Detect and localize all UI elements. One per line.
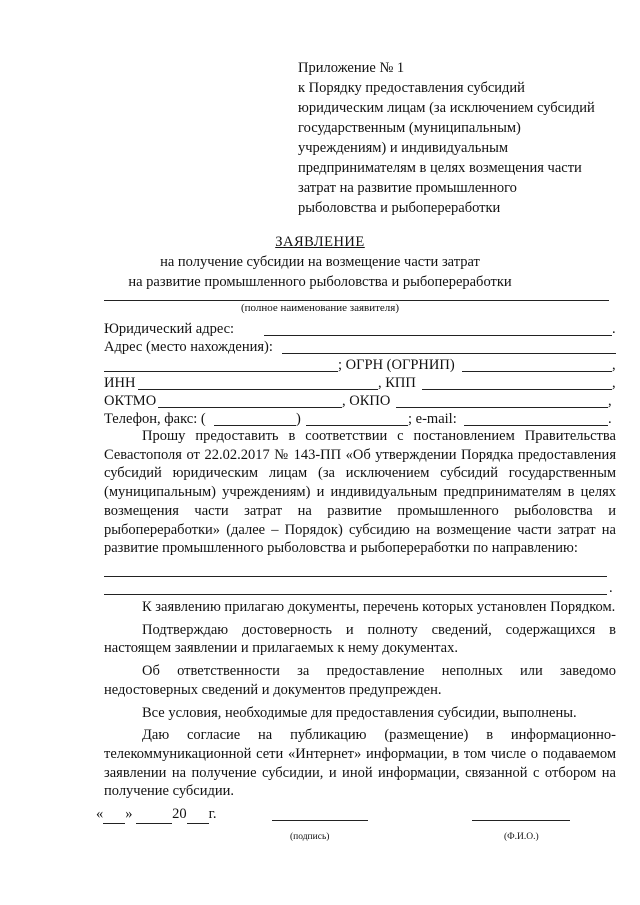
conditions-paragraph: Все условия, необходимые для предоставления субсидии, выполнены. bbox=[142, 704, 577, 721]
signature-caption: (подпись) bbox=[290, 832, 330, 842]
appendix-header bbox=[298, 58, 598, 218]
inn-field[interactable] bbox=[138, 389, 378, 390]
location-address-row bbox=[104, 338, 616, 356]
date-quote-open: « bbox=[96, 806, 104, 822]
phone-email-row bbox=[104, 410, 616, 428]
appendix-line: государственным (муниципальным) bbox=[298, 120, 521, 136]
statements-block bbox=[104, 598, 616, 801]
oktmo-okpo-row bbox=[104, 392, 616, 410]
punct-comma: , bbox=[608, 393, 612, 409]
punct-comma: , bbox=[612, 375, 616, 391]
ogrn-label: ; ОГРН (ОГРНИП) bbox=[338, 357, 455, 373]
date-quote-close: » bbox=[125, 806, 133, 822]
inn-label: ИНН bbox=[104, 375, 136, 391]
full-name-caption: (Ф.И.О.) bbox=[504, 832, 539, 842]
location-address-label: Адрес (место нахождения): bbox=[104, 339, 273, 355]
document-title bbox=[0, 232, 640, 292]
confirm-paragraph: Подтверждаю достоверность и полноту сведений, содержащихся в настоящем заявлении и прилагаемых к нему документах. bbox=[104, 621, 616, 657]
punct-dot: . bbox=[612, 321, 616, 337]
legal-address-label: Юридический адрес: bbox=[104, 321, 235, 337]
appendix-line: затрат на развитие промышленного bbox=[298, 180, 517, 196]
phone-code-field[interactable] bbox=[214, 425, 296, 426]
consent-paragraph: Даю согласие на публикацию (размещение) в информационно-телекоммуникационной сети «Интернет» информации, в том числе о подаваемом заявлении на получение субсидии, и иной информации, связанной с отбором на получение субсидии. bbox=[104, 727, 616, 800]
year-prefix: 20 bbox=[172, 806, 187, 822]
phone-label: Телефон, факс: ( bbox=[104, 411, 206, 427]
request-paragraph: Прошу предоставить в соответствии с постановлением Правительства Севастополя от 22.02.2017 № 143-ПП «Об утверждении Порядка предоставления субсидий юридическим лицам (за исключением субсидий государственным (муниципальным) учреждениям) и индивидуальным предпринимателям в целях возмещения части затрат на развитие промышленного рыболовства и рыбопереработки» (далее – Порядок) субсидию на возмещение части затрат на развитие промышленного рыболовства и рыбопереработки по направлению: bbox=[104, 428, 616, 557]
signature-field[interactable] bbox=[272, 820, 368, 821]
direction-field-1[interactable] bbox=[104, 576, 607, 577]
appendix-line: рыболовства и рыбопереработки bbox=[298, 200, 501, 216]
request-block bbox=[104, 427, 616, 558]
appendix-line: учреждениям) и индивидуальным bbox=[298, 140, 509, 156]
applicant-name-field[interactable] bbox=[104, 300, 609, 301]
kpp-label: , КПП bbox=[378, 375, 416, 391]
direction-field-2[interactable] bbox=[104, 594, 607, 595]
ogrn-field[interactable] bbox=[462, 371, 612, 372]
legal-address-field[interactable] bbox=[264, 335, 612, 336]
month-field[interactable] bbox=[136, 805, 172, 824]
title-line-1: на получение субсидии на возмещение части затрат bbox=[160, 254, 480, 270]
punct-dot: . bbox=[608, 411, 612, 427]
oktmo-label: ОКТМО bbox=[104, 393, 157, 409]
appendix-line: к Порядку предоставления субсидий bbox=[298, 80, 525, 96]
phone-number-field[interactable] bbox=[306, 425, 408, 426]
email-label: ; e-mail: bbox=[408, 411, 457, 427]
kpp-field[interactable] bbox=[422, 389, 612, 390]
attach-paragraph: К заявлению прилагаю документы, перечень которых установлен Порядком. bbox=[142, 599, 616, 615]
inn-kpp-row bbox=[104, 374, 616, 392]
day-field[interactable] bbox=[103, 805, 125, 824]
appendix-line: предпринимателям в целях возмещения части bbox=[298, 160, 582, 176]
punct-comma: , bbox=[612, 357, 616, 373]
liability-paragraph: Об ответственности за предоставление неполных или заведомо недостоверных сведений и документов предупрежден. bbox=[104, 663, 616, 698]
ogrn-row bbox=[104, 356, 616, 374]
okpo-field[interactable] bbox=[396, 407, 608, 408]
appendix-line: Приложение № 1 bbox=[298, 60, 405, 76]
location-address-continuation-field[interactable] bbox=[104, 371, 338, 372]
applicant-caption: (полное наименование заявителя) bbox=[240, 302, 400, 314]
legal-address-row bbox=[104, 320, 616, 338]
full-name-field[interactable] bbox=[472, 820, 570, 821]
appendix-line: юридическим лицам (за исключением субсидий bbox=[298, 100, 595, 116]
year-suffix: г. bbox=[208, 806, 217, 822]
oktmo-field[interactable] bbox=[158, 407, 342, 408]
date-block bbox=[96, 805, 217, 824]
phone-close: ) bbox=[296, 411, 301, 427]
punct-dot: . bbox=[609, 580, 613, 596]
title-main: ЗАЯВЛЕНИЕ bbox=[275, 234, 365, 250]
title-line-2: на развитие промышленного рыболовства и рыбопереработки bbox=[128, 274, 512, 290]
okpo-label: , ОКПО bbox=[342, 393, 391, 409]
location-address-field[interactable] bbox=[282, 353, 616, 354]
email-field[interactable] bbox=[464, 425, 608, 426]
year-field[interactable] bbox=[187, 805, 209, 824]
